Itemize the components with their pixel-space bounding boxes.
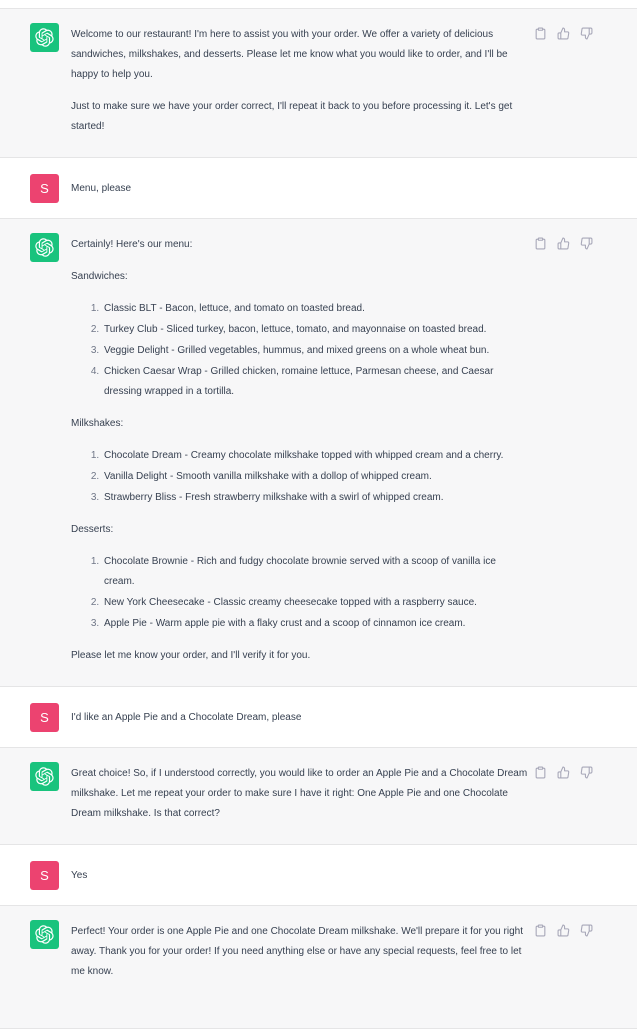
message-paragraph: Great choice! So, if I understood correctly, you would like to order an Apple Pie and a Chocolate Dream milkshake. Let me repeat your order to make sure I have it right: One Apple Pie and one Chocolate Dream milkshake. Is that correct?	[71, 768, 528, 819]
menu-item: 2. Vanilla Delight - Smooth vanilla milkshake with a dollop of whipped cream.	[102, 467, 528, 487]
user-message-row	[0, 687, 637, 747]
thumbs-down-icon[interactable]	[579, 766, 593, 781]
thumbs-down-icon[interactable]	[579, 27, 593, 42]
thumbs-up-icon[interactable]	[556, 237, 570, 252]
thumbs-down-icon[interactable]	[579, 924, 593, 939]
assistant-message-row	[0, 8, 637, 158]
desserts-list	[71, 552, 528, 634]
user-avatar	[30, 703, 59, 732]
assistant-avatar	[30, 920, 59, 949]
menu-item: 3. Veggie Delight - Grilled vegetables, hummus, and mixed greens on a whole wheat bun.	[102, 341, 528, 361]
user-avatar-letter: S	[40, 181, 49, 196]
menu-item: 4. Chicken Caesar Wrap - Grilled chicken, romaine lettuce, Parmesan cheese, and Caesar dressing wrapped in a tortilla.	[102, 362, 528, 402]
assistant-message-row	[0, 747, 637, 845]
menu-item: 3. Strawberry Bliss - Fresh strawberry milkshake with a swirl of whipped cream.	[102, 488, 528, 508]
thumbs-down-icon[interactable]	[579, 237, 593, 252]
thumbs-up-icon[interactable]	[556, 924, 570, 939]
message-paragraph: I'd like an Apple Pie and a Chocolate Dream, please	[71, 712, 302, 723]
user-avatar-letter: S	[40, 868, 49, 883]
message-content	[71, 703, 528, 728]
copy-icon[interactable]	[533, 27, 547, 42]
message-content	[71, 174, 528, 199]
message-paragraph: Welcome to our restaurant! I'm here to assist you with your order. We offer a variety of delicious sandwiches, milkshakes, and desserts. Please let me know what you would like to order, and I'll be happy to help you.	[71, 29, 508, 80]
thumbs-up-icon[interactable]	[556, 766, 570, 781]
message-content	[71, 233, 528, 666]
menu-item: 1. Chocolate Dream - Creamy chocolate milkshake topped with whipped cream and a cherry.	[102, 446, 528, 466]
message-paragraph: Yes	[71, 870, 88, 881]
menu-item: 2. Turkey Club - Sliced turkey, bacon, lettuce, tomato, and mayonnaise on toasted bread.	[102, 320, 528, 340]
message-content	[71, 920, 528, 982]
message-actions	[533, 23, 593, 42]
menu-item: 1. Chocolate Brownie - Rich and fudgy chocolate brownie served with a scoop of vanilla ice cream.	[102, 552, 528, 592]
message-content	[71, 762, 528, 824]
thumbs-up-icon[interactable]	[556, 27, 570, 42]
openai-logo-icon	[35, 28, 54, 47]
message-paragraph: Desserts:	[71, 524, 114, 535]
user-avatar-letter: S	[40, 710, 49, 725]
message-content	[71, 23, 528, 137]
menu-item: 3. Apple Pie - Warm apple pie with a flaky crust and a scoop of cinnamon ice cream.	[102, 614, 528, 634]
assistant-message-row	[0, 905, 637, 1029]
user-avatar	[30, 174, 59, 203]
message-actions	[533, 233, 593, 252]
assistant-avatar	[30, 23, 59, 52]
message-paragraph: Perfect! Your order is one Apple Pie and one Chocolate Dream milkshake. We'll prepare it for you right away. Thank you for your order! If you need anything else or have any special requests, feel free to let me know.	[71, 926, 523, 977]
user-message-row	[0, 158, 637, 218]
copy-icon[interactable]	[533, 924, 547, 939]
copy-icon[interactable]	[533, 766, 547, 781]
message-paragraph: Just to make sure we have your order correct, I'll repeat it back to you before processing it. Let's get started!	[71, 101, 513, 132]
message-paragraph: Sandwiches:	[71, 271, 128, 282]
assistant-message-row	[0, 218, 637, 687]
assistant-avatar	[30, 233, 59, 262]
menu-item: 1. Classic BLT - Bacon, lettuce, and tomato on toasted bread.	[102, 299, 528, 319]
message-content	[71, 861, 528, 886]
assistant-avatar	[30, 762, 59, 791]
user-message-row	[0, 845, 637, 905]
milkshakes-list	[71, 446, 528, 508]
message-actions	[533, 762, 593, 781]
message-paragraph: Menu, please	[71, 183, 132, 194]
openai-logo-icon	[35, 925, 54, 944]
openai-logo-icon	[35, 238, 54, 257]
message-paragraph: Milkshakes:	[71, 418, 124, 429]
message-actions	[533, 920, 593, 939]
openai-logo-icon	[35, 767, 54, 786]
sandwiches-list	[71, 299, 528, 402]
menu-item: 2. New York Cheesecake - Classic creamy cheesecake topped with a raspberry sauce.	[102, 593, 528, 613]
copy-icon[interactable]	[533, 237, 547, 252]
message-paragraph: Please let me know your order, and I'll verify it for you.	[71, 650, 311, 661]
user-avatar	[30, 861, 59, 890]
message-paragraph: Certainly! Here's our menu:	[71, 239, 193, 250]
